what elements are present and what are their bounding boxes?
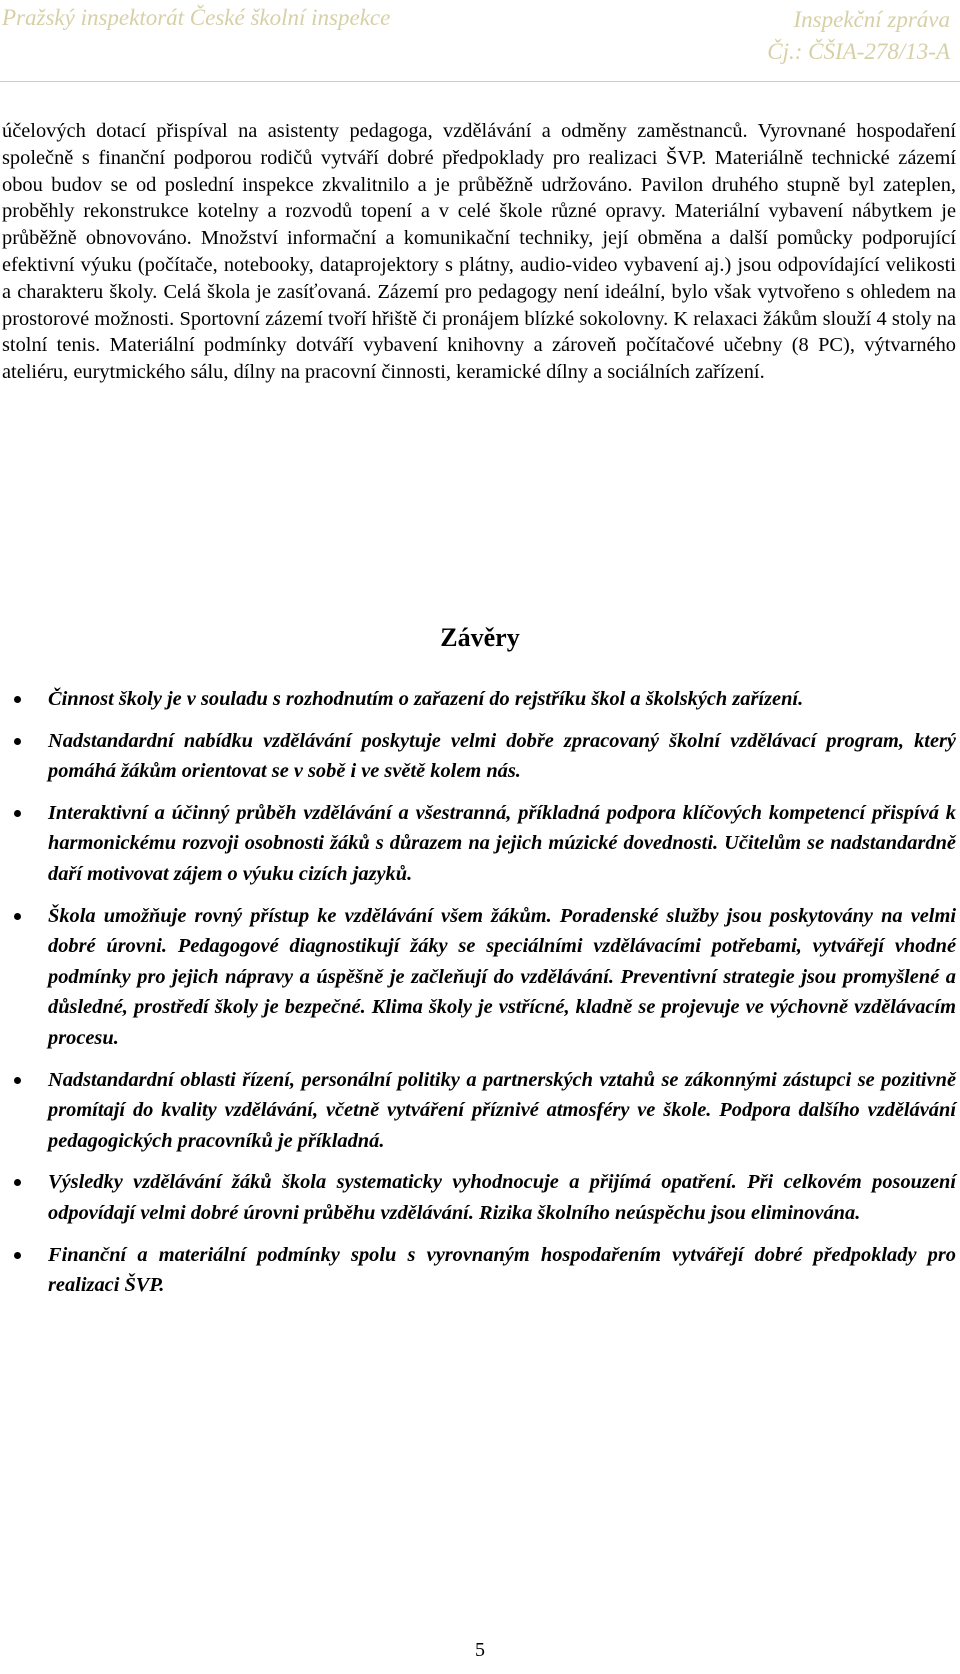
conclusion-item xyxy=(0,1065,960,1157)
bullet-icon xyxy=(14,810,21,817)
bullet-icon xyxy=(14,1077,21,1084)
conclusion-item xyxy=(0,1167,960,1228)
bullet-icon xyxy=(14,738,21,745)
header-divider xyxy=(0,81,960,82)
page-number: 5 xyxy=(475,1639,485,1661)
conclusion-text: Interaktivní a účinný průběh vzdělávání a všestranná, příkladná podpora klíčových kompetencí přispívá k harmonickému rozvoji osobnosti žáků s důrazem na jejich múzické dovednosti. Učitelům se nadstandardně daří motivovat zájem o výuku cizích jazyků. xyxy=(48,801,956,885)
bullet-icon xyxy=(14,696,21,703)
conclusion-item xyxy=(0,726,960,787)
page-header xyxy=(0,0,960,86)
conclusion-text: Činnost školy je v souladu s rozhodnutím o zařazení do rejstříku škol a školských zařízení. xyxy=(48,688,804,710)
conclusion-item xyxy=(0,798,960,890)
conclusion-item xyxy=(0,1240,960,1301)
conclusion-text: Nadstandardní oblasti řízení, personální politiky a partnerských vztahů se zákonnými zástupci se pozitivně promítají do kvality vzdělávání, včetně vytváření příznivé atmosféry ve škole. Podpora dalšího vzdělávání pedagogických pracovníků je příkladná. xyxy=(48,1068,956,1152)
header-report-type: Inspekční zpráva xyxy=(793,7,950,32)
section-title: Závěry xyxy=(440,623,520,652)
conclusion-text: Škola umožňuje rovný přístup ke vzdělávání všem žákům. Poradenské služby jsou poskytovány na velmi dobré úrovni. Pedagogové diagnostikují žáky se speciálními vzdělávacími potřebami, vytvářejí vhodné podmínky pro jejich nápravy a úspěšně je začleňují do vzdělávání. Preventivní strategie jsou promyšlené a důsledné, prostředí školy je bezpečné. Klima školy je vstřícné, kladně se projevuje ve výchovně vzdělávacím procesu. xyxy=(48,904,956,1049)
conclusion-item xyxy=(0,684,960,715)
bullet-icon xyxy=(14,1179,21,1186)
bullet-icon xyxy=(14,913,21,920)
conclusion-item xyxy=(0,901,960,1054)
header-reference-number: Čj.: ČŠIA-278/13-A xyxy=(767,39,950,64)
body-paragraph: účelových dotací přispíval na asistenty pedagoga, vzdělávání a odměny zaměstnanců. Vyrovnané hospodaření společně s finanční podporou rodičů vytváří dobré předpoklady pro realizaci ŠVP. Materiálně technické zázemí obou budov se od poslední inspekce zkvalitnilo a je průběžně udržováno. Pavilon druhého stupně byl zateplen, proběhly rekonstrukce kotelny a rozvodů topení a v celé škole různé opravy. Materiální vybavení nábytkem je průběžně obnovováno. Množství informační a komunikační techniky, její obměna a další pomůcky podporující efektivní výuku (počítače, notebooky, dataprojektory s plátny, audio-video vybavení aj.) jsou odpovídající velikosti a charakteru školy. Celá škola je zasíťovaná. Zázemí pro pedagogy není ideální, bylo však vytvořeno s ohledem na prostorové možnosti. Sportovní zázemí tvoří hřiště či pronájem blízké sokolovny. K relaxaci žákům slouží 4 stoly na stolní tenis. Materiální podmínky dotváří vybavení knihovny a zároveň počítačové učebny (8 PC), výtvarného ateliéru, eurytmického sálu, dílny na pracovní činnosti, keramické dílny a sociálních zařízení. xyxy=(2,120,956,384)
conclusion-text: Finanční a materiální podmínky spolu s vyrovnaným hospodařením vytvářejí dobré předpoklady pro realizaci ŠVP. xyxy=(48,1243,956,1297)
conclusion-text: Výsledky vzdělávání žáků škola systematicky vyhodnocuje a přijímá opatření. Při celkovém posouzení odpovídají velmi dobré úrovni průběhu vzdělávání. Rizika školního neúspěchu jsou eliminována. xyxy=(48,1171,956,1224)
conclusions-list xyxy=(0,684,960,1312)
header-report-info xyxy=(767,4,950,68)
bullet-icon xyxy=(14,1252,21,1259)
conclusion-text: Nadstandardní nabídku vzdělávání poskytuje velmi dobře zpracovaný školní vzdělávací program, který pomáhá žákům orientovat se v sobě i ve světě kolem nás. xyxy=(48,729,956,783)
header-organization: Pražský inspektorát České školní inspekce xyxy=(2,5,391,30)
